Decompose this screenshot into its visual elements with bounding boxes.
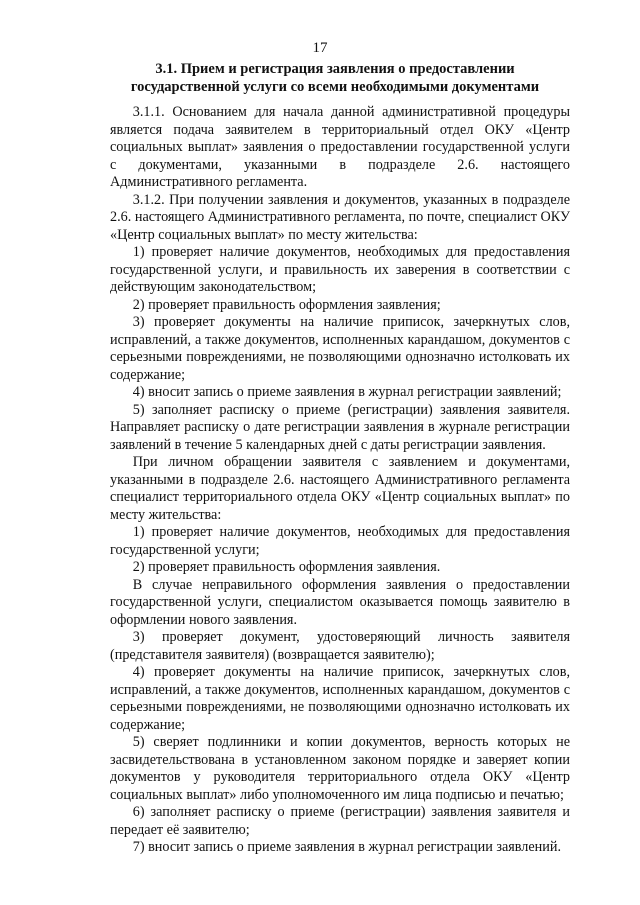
list-item-visit-7: 7) вносит запись о приеме заявления в журнал регистрации заявлений.	[132, 839, 561, 855]
list-item-visit-4: 4) проверяет документы на наличие приписок, зачеркнутых слов, исправлений, а также документов, исполненных карандашом, документов с серьезными повреждениями, не позволяющими однозначно истолковать их содержание;	[110, 664, 570, 733]
list-item-visit-2: 2) проверяет правильность оформления заявления.	[132, 559, 441, 575]
list-item-mail-4: 4) вносит запись о приеме заявления в журнал регистрации заявлений;	[132, 384, 562, 400]
document-body	[110, 104, 570, 857]
list-item-visit-1: 1) проверяет наличие документов, необходимых для предоставления государственной услуги;	[110, 524, 570, 558]
list-item-mail-1: 1) проверяет наличие документов, необходимых для предоставления государственной услуги, и правильность их заверения в соответствии с действующим законодательством;	[110, 244, 570, 295]
list-item-visit-6: 6) заполняет расписку о приеме (регистрации) заявления заявителя и передает её заявителю;	[110, 804, 570, 838]
list-item-mail-3: 3) проверяет документы на наличие приписок, зачеркнутых слов, исправлений, а также документов, исполненных карандашом, документов с серьезными повреждениями, не позволяющими однозначно истолковать их содержание;	[110, 314, 570, 383]
paragraph-3-1-1: 3.1.1. Основанием для начала данной административной процедуры является подача заявителем в территориальный отдел ОКУ «Центр социальных выплат» заявления о предоставлении государственной услуги с документами, указанными в подразделе 2.6. настоящего Административного регламента.	[110, 104, 570, 190]
paragraph-3-1-2: 3.1.2. При получении заявления и документов, указанных в подразделе 2.6. настоящего Административного регламента, по почте, специалист ОКУ «Центр социальных выплат» по месту жительства:	[110, 191, 570, 243]
paragraph-personal-visit: При личном обращении заявителя с заявлением и документами, указанными в подразделе 2.6. настоящего Административного регламента специалист территориального отдела ОКУ «Центр социальных выплат» по месту жительства:	[110, 454, 570, 523]
page-number: 17	[312, 40, 328, 56]
list-item-visit-5: 5) сверяет подлинники и копии документов, верность которых не засвидетельствована в установленном законом порядке и заверяет копии документов у руководителя территориального отдела ОКУ «Центр социальных выплат» либо уполномоченного им лица подписью и печатью;	[110, 734, 570, 803]
section-heading: 3.1. Прием и регистрация заявления о предоставлении государственной услуги со всеми необходимыми документами	[130, 61, 540, 95]
paragraph-incorrect-application: В случае неправильного оформления заявления о предоставлении государственной услуги, специалистом оказывается помощь заявителю в оформлении нового заявления.	[110, 576, 570, 628]
list-item-mail-2: 2) проверяет правильность оформления заявления;	[132, 296, 441, 313]
list-item-mail-5: 5) заполняет расписку о приеме (регистрации) заявления заявителя. Направляет расписку о дате регистрации заявления в журнале регистрации заявлений в течение 5 календарных дней с даты регистрации заявления.	[110, 401, 570, 453]
list-item-visit-3: 3) проверяет документ, удостоверяющий личность заявителя (представителя заявителя) (возвращается заявителю);	[110, 629, 570, 663]
